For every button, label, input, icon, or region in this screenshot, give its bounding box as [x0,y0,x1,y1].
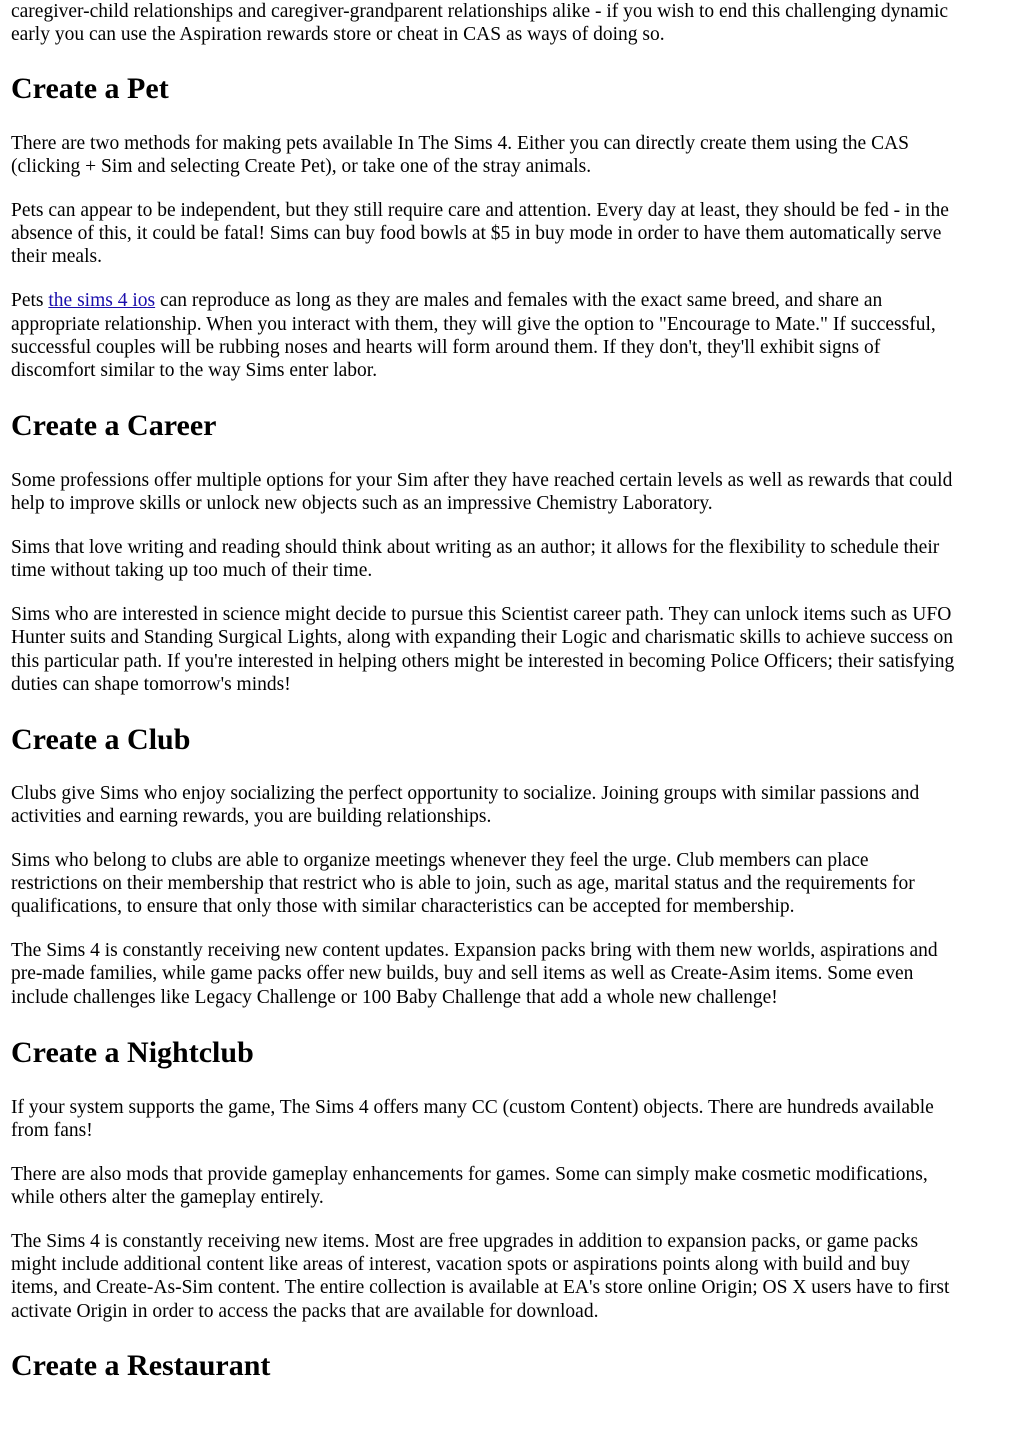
paragraph-line: If your system supports the game, The Sims 4 offers many CC (custom Content) objects. There are hundreds available [11,1097,934,1118]
paragraph-line: Some professions offer multiple options for your Sim after they have reached certain levels as well as rewards that could [11,470,953,491]
paragraph-line: their meals. [11,246,102,267]
text-span: can reproduce as long as they are males and females with the exact same breed, and share an [155,290,883,311]
paragraph-line: activate Origin in order to access the packs that are available for download. [11,1301,599,1322]
intro-line: early you can use the Aspiration rewards store or cheat in CAS as ways of doing so. [11,24,665,45]
paragraph-line: Sims who belong to clubs are able to organize meetings whenever they feel the urge. Club members can place [11,850,869,871]
text-span: Pets [11,290,49,311]
paragraph-line: There are also mods that provide gameplay enhancements for games. Some can simply make cosmetic modifications, [11,1164,928,1185]
paragraph-line [11,289,882,312]
the-sims-4-ios-link[interactable]: the sims 4 ios [48,290,156,311]
paragraph-line: appropriate relationship. When you interact with them, they will give the option to "Encourage to Mate." If successful, [11,314,936,335]
paragraph-line: duties can shape tomorrow's minds! [11,674,291,695]
heading-create-a-restaurant: Create a Restaurant [11,1349,271,1382]
paragraph-line: Sims who are interested in science might decide to pursue this Scientist career path. They can unlock items such as UFO [11,604,952,625]
paragraph-line: pre-made families, while game packs offer new builds, buy and sell items as well as Create-Asim items. Some even [11,963,914,984]
heading-create-a-career: Create a Career [11,409,217,442]
paragraph-line: The Sims 4 is constantly receiving new items. Most are free upgrades in addition to expansion packs, or game packs [11,1231,919,1252]
paragraph-line: items, and Create-As-Sim content. The entire collection is available at EA's store online Origin; OS X users have to first [11,1277,950,1298]
paragraph-line: absence of this, it could be fatal! Sims can buy food bowls at $5 in buy mode in order to have them automatically serve [11,223,942,244]
paragraph-line: successful couples will be rubbing noses and hearts will form around them. If they don't, they'll exhibit signs of [11,337,881,358]
paragraph-line: time without taking up too much of their time. [11,560,373,581]
paragraph-line: activities and earning rewards, you are building relationships. [11,806,492,827]
paragraph-line: Clubs give Sims who enjoy socializing the perfect opportunity to socialize. Joining groups with similar passions and [11,783,920,804]
paragraph-line: Pets can appear to be independent, but they still require care and attention. Every day at least, they should be fed - in the [11,200,949,221]
paragraph-line: might include additional content like areas of interest, vacation spots or aspirations points along with build and buy [11,1254,910,1275]
paragraph-line: help to improve skills or unlock new objects such as an impressive Chemistry Laboratory. [11,493,713,514]
intro-line: caregiver-child relationships and caregiver-grandparent relationships alike - if you wish to end this challenging dynamic [11,1,949,22]
paragraph-line: Sims that love writing and reading should think about writing as an author; it allows for the flexibility to schedule their [11,537,940,558]
paragraph-line: Hunter suits and Standing Surgical Lights, along with expanding their Logic and charismatic skills to achieve success on [11,627,953,648]
heading-create-a-pet: Create a Pet [11,72,169,105]
paragraph-line: There are two methods for making pets available In The Sims 4. Either you can directly create them using the CAS [11,133,910,154]
paragraph-line: from fans! [11,1120,93,1141]
paragraph-line: The Sims 4 is constantly receiving new content updates. Expansion packs bring with them new worlds, aspirations and [11,940,938,961]
paragraph-line: qualifications, to ensure that only those with similar characteristics can be accepted for membership. [11,896,795,917]
paragraph-line: this particular path. If you're interested in helping others might be interested in becoming Police Officers; their satisfying [11,651,955,672]
paragraph-line: restrictions on their membership that restrict who is able to join, such as age, marital status and the requirements for [11,873,915,894]
heading-create-a-nightclub: Create a Nightclub [11,1036,254,1069]
paragraph-line: (clicking + Sim and selecting Create Pet), or take one of the stray animals. [11,156,592,177]
paragraph-line: discomfort similar to the way Sims enter labor. [11,360,378,381]
paragraph-line: while others alter the gameplay entirely. [11,1187,324,1208]
paragraph-line: include challenges like Legacy Challenge or 100 Baby Challenge that add a whole new challenge! [11,987,778,1008]
heading-create-a-club: Create a Club [11,723,191,756]
